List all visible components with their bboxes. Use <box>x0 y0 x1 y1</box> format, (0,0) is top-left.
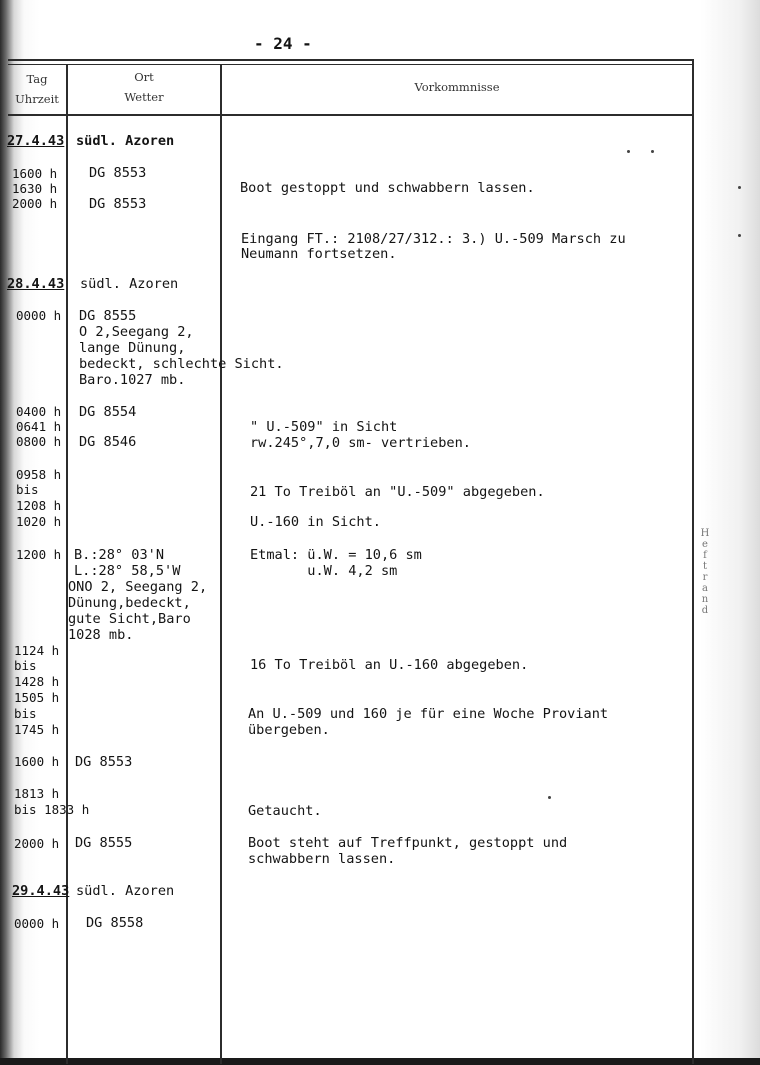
position-28: südl. Azoren <box>80 276 179 292</box>
event-21-to-treiboel: 21 To Treiböl an "U.-509" abgegeben. <box>250 484 545 500</box>
event-treffpunkt-line1: Boot steht auf Treffpunkt, gestoppt und <box>248 835 568 851</box>
time-bis: bis <box>14 658 37 673</box>
weather-line2: O 2,Seegang 2, <box>79 324 194 340</box>
bottom-edge <box>0 1058 760 1065</box>
page-number: - 24 - <box>254 34 312 53</box>
weather-line4: bedeckt, schlechte Sicht. <box>79 356 284 372</box>
header-rule <box>8 114 694 116</box>
scan-speck <box>738 186 741 189</box>
weather-line3: lange Dünung, <box>79 340 186 356</box>
top-rule <box>8 59 694 61</box>
scan-speck <box>651 150 654 153</box>
etmal-line1: Etmal: ü.W. = 10,6 sm <box>250 547 422 563</box>
time-1813: 1813 h <box>14 786 60 801</box>
location-dg-8553: DG 8553 <box>89 196 147 212</box>
location-dg-8558: DG 8558 <box>86 915 144 931</box>
header-tag: Tag <box>26 72 48 86</box>
header-wetter: Wetter <box>124 90 164 104</box>
location-dg-8546: DG 8546 <box>79 434 137 450</box>
event-treffpunkt-line2: schwabbern lassen. <box>248 851 396 867</box>
date-28-4-43: 28.4.43 <box>7 276 65 292</box>
weather2-line3: ONO 2, Seegang 2, <box>68 579 208 595</box>
time-bis: bis <box>14 706 37 721</box>
time-1745: 1745 h <box>14 722 60 737</box>
time-1600: 1600 h <box>14 754 60 769</box>
time-1124: 1124 h <box>14 643 60 658</box>
header-vorkommnisse: Vorkommnisse <box>414 80 500 94</box>
position-27: südl. Azoren <box>76 133 175 149</box>
weather2-line5: gute Sicht,Baro <box>68 611 191 627</box>
event-16-to-treiboel: 16 To Treiböl an U.-160 abgegeben. <box>250 657 529 673</box>
weather-line1: DG 8555 <box>79 308 137 324</box>
event-eingang-ft-line1: Eingang FT.: 2108/27/312.: 3.) U.-509 Marsch zu <box>241 231 626 247</box>
header-uhrzeit: Uhrzeit <box>15 92 59 106</box>
time-2000: 2000 h <box>12 196 58 211</box>
header-ort: Ort <box>134 70 154 84</box>
col-divider-1 <box>66 64 68 1064</box>
time-bis: bis <box>16 482 39 497</box>
location-dg-8553: DG 8553 <box>89 165 147 181</box>
time-1428: 1428 h <box>14 674 60 689</box>
time-1208: 1208 h <box>16 498 62 513</box>
time-bis-1833: bis 1833 h <box>14 802 90 817</box>
top-rule-inner <box>8 64 694 65</box>
time-0641: 0641 h <box>16 419 62 434</box>
event-proviant-line1: An U.-509 und 160 je für eine Woche Proviant <box>248 706 609 722</box>
location-dg-8553: DG 8553 <box>75 754 133 770</box>
scan-speck <box>738 234 741 237</box>
weather2-line6: 1028 mb. <box>68 627 134 643</box>
etmal-line2: u.W. 4,2 sm <box>250 563 398 579</box>
date-27-4-43: 27.4.43 <box>7 133 65 149</box>
position-29: südl. Azoren <box>76 883 175 899</box>
scan-speck <box>548 796 551 799</box>
time-0000: 0000 h <box>16 308 62 323</box>
col-divider-2 <box>220 64 222 1064</box>
time-0958: 0958 h <box>16 467 62 482</box>
event-u509-position: rw.245°,7,0 sm- vertrieben. <box>250 435 471 451</box>
location-dg-8555: DG 8555 <box>75 835 133 851</box>
location-dg-8554: DG 8554 <box>79 404 137 420</box>
side-stamp-heftrand: H e f t r a n d <box>700 528 710 616</box>
weather2-line1: B.:28° 03'N <box>74 547 165 563</box>
date-29-4-43: 29.4.43 <box>12 883 70 899</box>
scan-speck <box>627 150 630 153</box>
time-0400: 0400 h <box>16 404 62 419</box>
event-getaucht: Getaucht. <box>248 803 322 819</box>
time-0000: 0000 h <box>14 916 60 931</box>
time-1200: 1200 h <box>16 547 62 562</box>
right-border <box>692 59 694 1064</box>
weather2-line4: Dünung,bedeckt, <box>68 595 191 611</box>
time-1020: 1020 h <box>16 514 62 529</box>
time-1505: 1505 h <box>14 690 60 705</box>
event-eingang-ft-line2: Neumann fortsetzen. <box>241 246 397 262</box>
time-0800: 0800 h <box>16 434 62 449</box>
event-u160-sicht: U.-160 in Sicht. <box>250 514 381 530</box>
time-1600: 1600 h <box>12 166 58 181</box>
weather2-line2: L.:28° 58,5'W <box>74 563 181 579</box>
weather-line5: Baro.1027 mb. <box>79 372 186 388</box>
time-2000: 2000 h <box>14 836 60 851</box>
event-boot-gestoppt: Boot gestoppt und schwabbern lassen. <box>240 180 535 196</box>
time-1630: 1630 h <box>12 181 58 196</box>
event-proviant-line2: übergeben. <box>248 722 330 738</box>
event-u509-sicht: " U.-509" in Sicht <box>250 419 398 435</box>
